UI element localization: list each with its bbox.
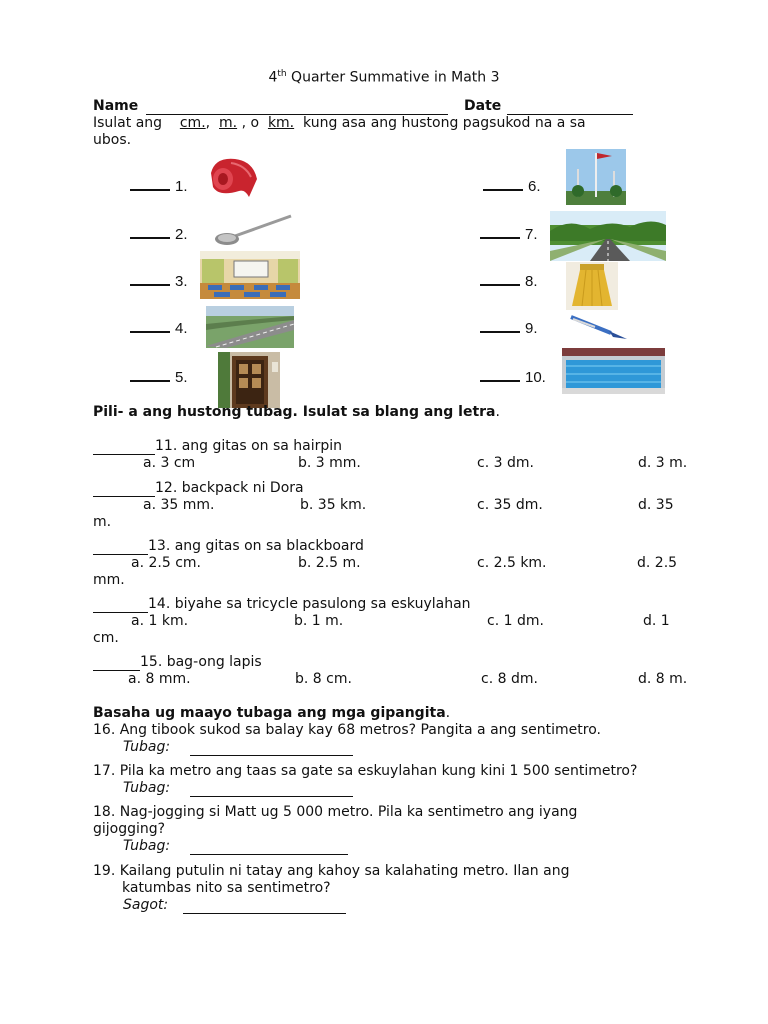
choice-14d-wrap: cm. xyxy=(93,630,119,646)
choice-12a: a. 35 mm. xyxy=(143,497,215,513)
instructions-line-1: Isulat ang cm., m. , o km. kung asa ang hustong pagsukod na a sa xyxy=(93,115,586,131)
choice-13c: c. 2.5 km. xyxy=(477,555,547,571)
picture-item-2[interactable]: 2. xyxy=(130,223,188,243)
choice-12c: c. 35 dm. xyxy=(477,497,543,513)
picture-item-1[interactable]: 1. xyxy=(130,175,188,195)
picture-item-10[interactable]: 10. xyxy=(480,366,546,386)
road-icon xyxy=(550,211,666,261)
name-label: Name xyxy=(93,98,139,114)
answer-blank[interactable] xyxy=(93,656,140,671)
page-title: 4th Quarter Summative in Math 3 xyxy=(268,69,500,86)
answer-blank[interactable] xyxy=(93,440,155,455)
date-label: Date xyxy=(464,98,502,114)
question-18-line-1: 18. Nag-jogging si Matt ug 5 000 metro. Pila ka sentimetro ang iyang xyxy=(93,804,578,820)
choice-11a: a. 3 cm xyxy=(143,455,196,471)
ladle-icon xyxy=(213,212,293,248)
answer-blank[interactable] xyxy=(93,598,148,613)
choice-11b: b. 3 mm. xyxy=(298,455,361,471)
classroom-icon xyxy=(200,251,300,299)
picture-item-3[interactable]: 3. xyxy=(130,270,188,290)
choice-12d: d. 35 xyxy=(638,497,674,513)
sagot-label-19: Sagot: xyxy=(123,897,169,913)
answer-blank[interactable] xyxy=(93,482,155,497)
door-icon xyxy=(218,352,280,408)
pen-icon xyxy=(567,313,629,343)
choice-14c: c. 1 dm. xyxy=(487,613,544,629)
choice-12b: b. 35 km. xyxy=(300,497,367,513)
question-17: 17. Pila ka metro ang taas sa gate sa eskuylahan kung kini 1 500 sentimetro? xyxy=(93,763,638,779)
choice-11c: c. 3 dm. xyxy=(477,455,534,471)
picture-item-7[interactable]: 7. xyxy=(480,223,538,243)
choice-15a: a. 8 mm. xyxy=(128,671,191,687)
choice-13d-wrap: mm. xyxy=(93,572,125,588)
skirt-icon xyxy=(566,262,618,310)
choice-13d: d. 2.5 xyxy=(637,555,678,571)
answer-field-16[interactable] xyxy=(190,739,353,756)
question-16: 16. Ang tibook sukod sa balay kay 68 metros? Pangita a ang sentimetro. xyxy=(93,722,601,738)
question-13: 13. ang gitas on sa blackboard xyxy=(93,538,364,555)
question-18-line-2: gijogging? xyxy=(93,821,166,837)
choice-14a: a. 1 km. xyxy=(131,613,189,629)
ribbon-roll-icon xyxy=(205,153,260,201)
unit-km: km. xyxy=(267,115,295,131)
instructions-line-2: ubos. xyxy=(93,132,132,148)
date-field[interactable] xyxy=(507,98,633,115)
question-12: 12. backpack ni Dora xyxy=(93,480,304,497)
question-19-line-2: katumbas nito sa sentimetro? xyxy=(122,880,331,896)
answer-field-17[interactable] xyxy=(190,780,353,797)
answer-field-19[interactable] xyxy=(183,897,346,914)
tubag-label-17: Tubag: xyxy=(123,780,171,796)
choice-13b: b. 2.5 m. xyxy=(298,555,361,571)
choice-12d-wrap: m. xyxy=(93,514,112,530)
choice-14b: b. 1 m. xyxy=(294,613,344,629)
swimming-pool-icon xyxy=(562,348,665,394)
question-15: 15. bag-ong lapis xyxy=(93,654,262,671)
choice-15d: d. 8 m. xyxy=(638,671,688,687)
picture-item-5[interactable]: 5. xyxy=(130,366,188,386)
question-19-line-1: 19. Kailang putulin ni tatay ang kahoy sa kalahating metro. Ilan ang xyxy=(93,863,570,879)
tubag-label-18: Tubag: xyxy=(123,838,171,854)
choice-14d: d. 1 xyxy=(643,613,670,629)
answer-blank[interactable] xyxy=(93,540,148,555)
highway-icon xyxy=(206,306,294,348)
choice-11d: d. 3 m. xyxy=(638,455,688,471)
section-2-heading: Pili- a ang hustong tubag. Isulat sa blang ang letra. xyxy=(93,404,500,420)
flagpole-icon xyxy=(566,149,626,205)
choice-13a: a. 2.5 cm. xyxy=(131,555,201,571)
answer-field-18[interactable] xyxy=(190,838,348,855)
picture-item-9[interactable]: 9. xyxy=(480,317,538,337)
tubag-label-16: Tubag: xyxy=(123,739,171,755)
choice-15b: b. 8 cm. xyxy=(295,671,352,687)
unit-m: m. xyxy=(219,115,238,131)
question-14: 14. biyahe sa tricycle pasulong sa eskuylahan xyxy=(93,596,471,613)
question-11: 11. ang gitas on sa hairpin xyxy=(93,438,342,455)
picture-item-8[interactable]: 8. xyxy=(480,270,538,290)
unit-cm: cm. xyxy=(179,115,206,131)
name-field[interactable] xyxy=(146,98,448,115)
section-3-heading: Basaha ug maayo tubaga ang mga gipangita. xyxy=(93,705,451,721)
picture-item-4[interactable]: 4. xyxy=(130,317,188,337)
choice-15c: c. 8 dm. xyxy=(481,671,538,687)
picture-item-6[interactable]: 6. xyxy=(483,175,541,195)
